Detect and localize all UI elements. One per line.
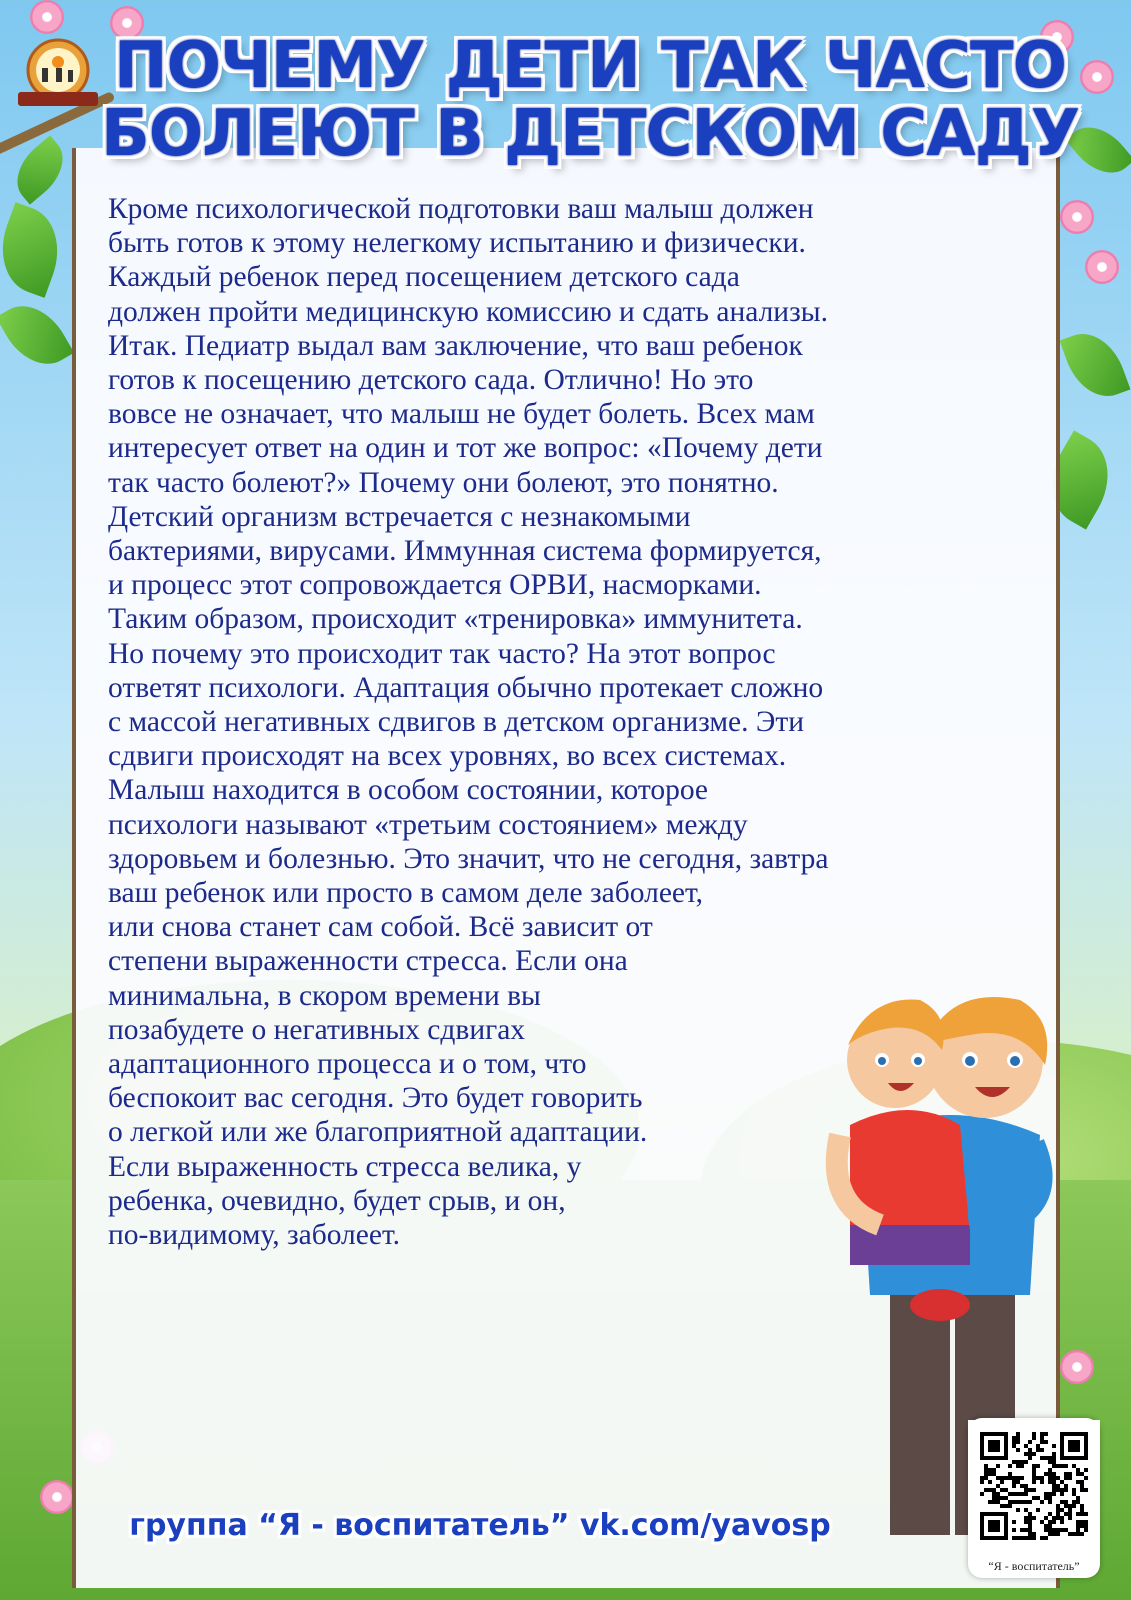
body-line: и процесс этот сопровождается ОРВИ, насморками. — [108, 569, 762, 602]
body-line: бактериями, вирусами. Иммунная система формируется, — [108, 535, 822, 568]
leaf-decoration — [1060, 324, 1131, 407]
blossom-decoration — [30, 0, 64, 34]
qr-code[interactable] — [968, 1418, 1100, 1578]
body-line: Малыш находится в особом состоянии, которое — [108, 774, 709, 807]
body-line: так часто болеют?» Почему они болеют, это понятно. — [108, 466, 779, 499]
body-line: ваш ребенок или просто в самом деле заболеет, — [108, 877, 704, 910]
body-line: вовсе не означает, что малыш не будет болеть. Всех мам — [108, 398, 815, 431]
body-line: по-видимому, заболеет. — [108, 1219, 401, 1252]
title-line-1: ПОЧЕМУ ДЕТИ ТАК ЧАСТО — [114, 29, 1066, 103]
body-line: Таким образом, происходит «тренировка» иммунитета. — [108, 603, 803, 636]
blossom-decoration — [1085, 250, 1119, 284]
body-line: позабудете о негативных сдвигах — [108, 1013, 526, 1046]
leaf-decoration — [0, 292, 74, 378]
body-line: Но почему это происходит так часто? На этот вопрос — [108, 637, 776, 670]
blossom-decoration — [1080, 60, 1114, 94]
body-line: Кроме психологической подготовки ваш малыш должен — [108, 193, 814, 225]
body-line: ответят психологи. Адаптация обычно протекает сложно — [108, 671, 824, 704]
body-line: с массой негативных сдвигов в детском организме. Эти — [108, 706, 805, 739]
body-line: быть готов к этому нелегкому испытанию и физически. — [108, 227, 806, 260]
qr-caption: “Я - воспитатель” — [988, 1559, 1080, 1573]
body-line: интересует ответ на один и тот же вопрос: «Почему дети — [108, 432, 823, 465]
body-line: психологи называют «третьим состоянием» между — [108, 808, 748, 841]
body-line: готов к посещению детского сада. Отлично! Но это — [108, 364, 754, 397]
body-line: Итак. Педиатр выдал вам заключение, что ваш ребенок — [108, 329, 803, 362]
body-line: Детский организм встречается с незнакомыми — [108, 500, 691, 533]
body-line: ребенка, очевидно, будет срыв, и он, — [108, 1184, 566, 1217]
body-line: о легкой или же благоприятной адаптации. — [108, 1116, 648, 1149]
page-title — [100, 29, 1080, 171]
body-line: минимальна, в скором времени вы — [108, 979, 541, 1012]
title-line-2: БОЛЕЮТ В ДЕТСКОМ САДУ — [100, 97, 1080, 171]
body-line: беспокоит вас сегодня. Это будет говорить — [108, 1082, 643, 1115]
body-line: здоровьем и болезнью. Это значит, что не сегодня, завтра — [108, 842, 829, 875]
body-line: Если выраженность стресса велика, у — [108, 1150, 582, 1183]
footer-group-link[interactable]: группа “Я - воспитатель” vk.com/yavosp — [129, 1508, 831, 1543]
logo — [12, 36, 104, 116]
body-line: или снова станет сам собой. Всё зависит от — [108, 911, 653, 944]
body-line: адаптационного процесса и о том, что — [108, 1048, 587, 1081]
leaf-decoration — [0, 202, 72, 298]
blossom-decoration — [40, 1480, 74, 1514]
body-line: должен пройти медицинскую комиссию и сдать анализы. — [108, 295, 828, 328]
body-line: Каждый ребенок перед посещением детского сада — [108, 261, 740, 294]
blossom-decoration — [1060, 200, 1094, 234]
body-line: степени выраженности стресса. Если она — [108, 945, 628, 978]
body-line: сдвиги происходят на всех уровнях, во всех системах. — [108, 740, 787, 773]
